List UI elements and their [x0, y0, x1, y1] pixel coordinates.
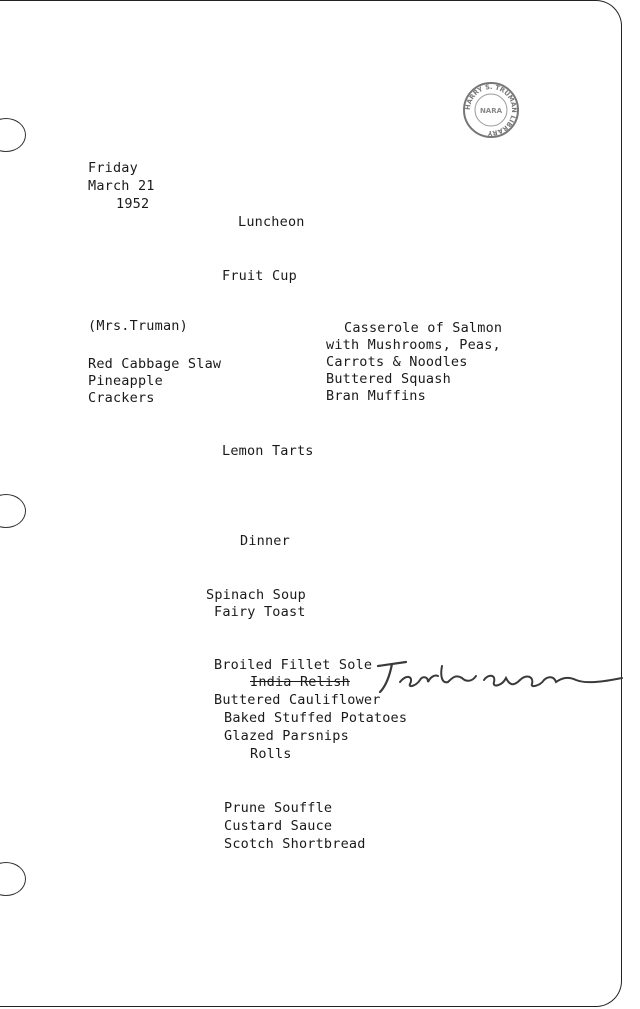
svg-text:NARA: NARA	[479, 107, 503, 115]
dinner-main-item: Buttered Cauliflower	[214, 692, 381, 708]
dinner-dessert-item: Prune Souffle	[224, 800, 333, 816]
luncheon-title: Luncheon	[238, 214, 305, 230]
luncheon-first-course: Fruit Cup	[222, 268, 297, 284]
dinner-title: Dinner	[240, 533, 290, 549]
svg-text:HARRY S. TRUMAN LIBRARY: HARRY S. TRUMAN LIBRARY	[463, 82, 519, 138]
dinner-main-item: Baked Stuffed Potatoes	[224, 710, 408, 726]
dinner-dessert-item: Scotch Shortbread	[224, 836, 366, 852]
header-year: 1952	[116, 196, 150, 212]
header-date: March 21	[88, 178, 155, 194]
library-stamp-seal	[461, 80, 521, 140]
mrs-truman-note: (Mrs.Truman)	[88, 318, 188, 334]
handwritten-tartar-sauce	[372, 656, 628, 700]
luncheon-right-item: with Mushrooms, Peas,	[326, 337, 501, 353]
luncheon-left-item: Pineapple	[88, 373, 163, 389]
dinner-soup-item: Spinach Soup	[206, 587, 306, 603]
luncheon-left-item: Crackers	[88, 390, 155, 406]
header-day: Friday	[88, 160, 138, 176]
dinner-main-item: Broiled Fillet Sole	[214, 657, 373, 673]
luncheon-dessert: Lemon Tarts	[222, 443, 314, 459]
luncheon-right-item: Buttered Squash	[326, 371, 451, 387]
dinner-main-item-crossed-out: India Relish	[250, 674, 350, 690]
luncheon-left-item: Red Cabbage Slaw	[88, 356, 222, 372]
dinner-main-item: Rolls	[250, 746, 292, 762]
dinner-main-item: Glazed Parsnips	[224, 728, 349, 744]
dinner-soup-item: Fairy Toast	[214, 604, 306, 620]
dinner-dessert-item: Custard Sauce	[224, 818, 333, 834]
luncheon-right-item: Carrots & Noodles	[326, 354, 468, 370]
luncheon-right-item: Casserole of Salmon	[344, 320, 503, 336]
luncheon-right-item: Bran Muffins	[326, 388, 426, 404]
